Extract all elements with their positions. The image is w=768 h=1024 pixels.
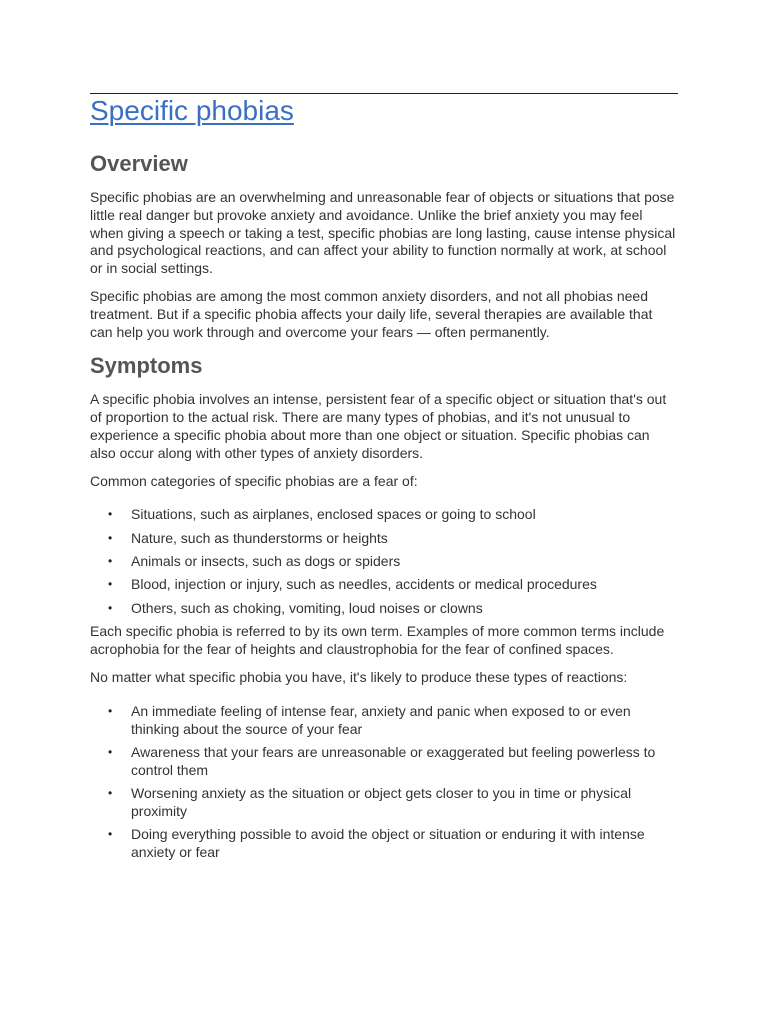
list-item: [108, 702, 678, 739]
symptoms-intro-paragraph: A specific phobia involves an intense, persistent fear of a specific object or situation that's out of proportion to the actual risk. There are many types of phobias, and it's not unusual to experience a specific phobia about more than one object or situation. Specific phobias can also occur along with other types of anxiety disorders.: [90, 391, 667, 461]
list-item-text: Awareness that your fears are unreasonable or exaggerated but feeling powerless to control them: [131, 743, 656, 778]
list-item-text: Others, such as choking, vomiting, loud noises or clowns: [131, 599, 483, 616]
symptoms-heading: Symptoms: [90, 353, 203, 379]
list-item: [108, 576, 678, 594]
reactions-list: [90, 703, 678, 862]
bullet-icon: •: [108, 785, 113, 800]
overview-paragraph-2: Specific phobias are among the most common anxiety disorders, and not all phobias need treatment. But if a specific phobia affects your daily life, several therapies are available that can help you work through and overcome your fears — often permanently.: [90, 287, 653, 340]
list-item-text: Worsening anxiety as the situation or object gets closer to you in time or physical proximity: [131, 784, 632, 819]
list-item-text: Blood, injection or injury, such as needles, accidents or medical procedures: [131, 576, 597, 593]
list-item: [108, 506, 678, 524]
bullet-icon: •: [108, 507, 113, 522]
list-item: [108, 743, 678, 780]
phobia-terms-paragraph: Each specific phobia is referred to by its own term. Examples of more common terms include acrophobia for the fear of heights and claustrophobia for the fear of confined spaces.: [90, 623, 665, 658]
list-item-text: Nature, such as thunderstorms or heights: [131, 529, 388, 546]
phobia-categories-list: [90, 506, 678, 617]
list-item: [108, 784, 678, 821]
categories-intro-paragraph: Common categories of specific phobias are a fear of:: [90, 472, 418, 489]
bullet-icon: •: [108, 827, 113, 842]
overview-section: [90, 149, 678, 341]
list-item-text: Situations, such as airplanes, enclosed spaces or going to school: [131, 506, 536, 523]
page-title[interactable]: Specific phobias: [90, 95, 294, 126]
bullet-icon: •: [108, 600, 113, 615]
list-item: [108, 529, 678, 548]
bullet-icon: •: [108, 577, 113, 592]
list-item: [108, 599, 678, 618]
list-item-text: An immediate feeling of intense fear, anxiety and panic when exposed to or even thinking about the source of your fear: [131, 702, 631, 737]
reactions-intro-paragraph: No matter what specific phobia you have, it's likely to produce these types of reactions:: [90, 668, 628, 685]
bullet-icon: •: [108, 530, 113, 545]
symptoms-section: [90, 351, 678, 861]
overview-heading: Overview: [90, 151, 188, 176]
list-item: [108, 552, 678, 571]
bullet-icon: •: [108, 703, 113, 718]
bullet-icon: •: [108, 553, 113, 568]
document-content: [90, 149, 678, 868]
list-item-text: Animals or insects, such as dogs or spiders: [131, 552, 401, 569]
bullet-icon: •: [108, 744, 113, 759]
list-item: [108, 826, 678, 862]
list-item-text: Doing everything possible to avoid the object or situation or enduring it with intense anxiety or fear: [131, 826, 645, 860]
overview-paragraph-1: Specific phobias are an overwhelming and unreasonable fear of objects or situations that pose little real danger but provoke anxiety and avoidance. Unlike the brief anxiety you may feel when giving a speech or taking a test, specific phobias are long lasting, cause intense physical and psychological reactions, and can affect your ability to function normally at work, at school or in social settings.: [90, 189, 676, 277]
